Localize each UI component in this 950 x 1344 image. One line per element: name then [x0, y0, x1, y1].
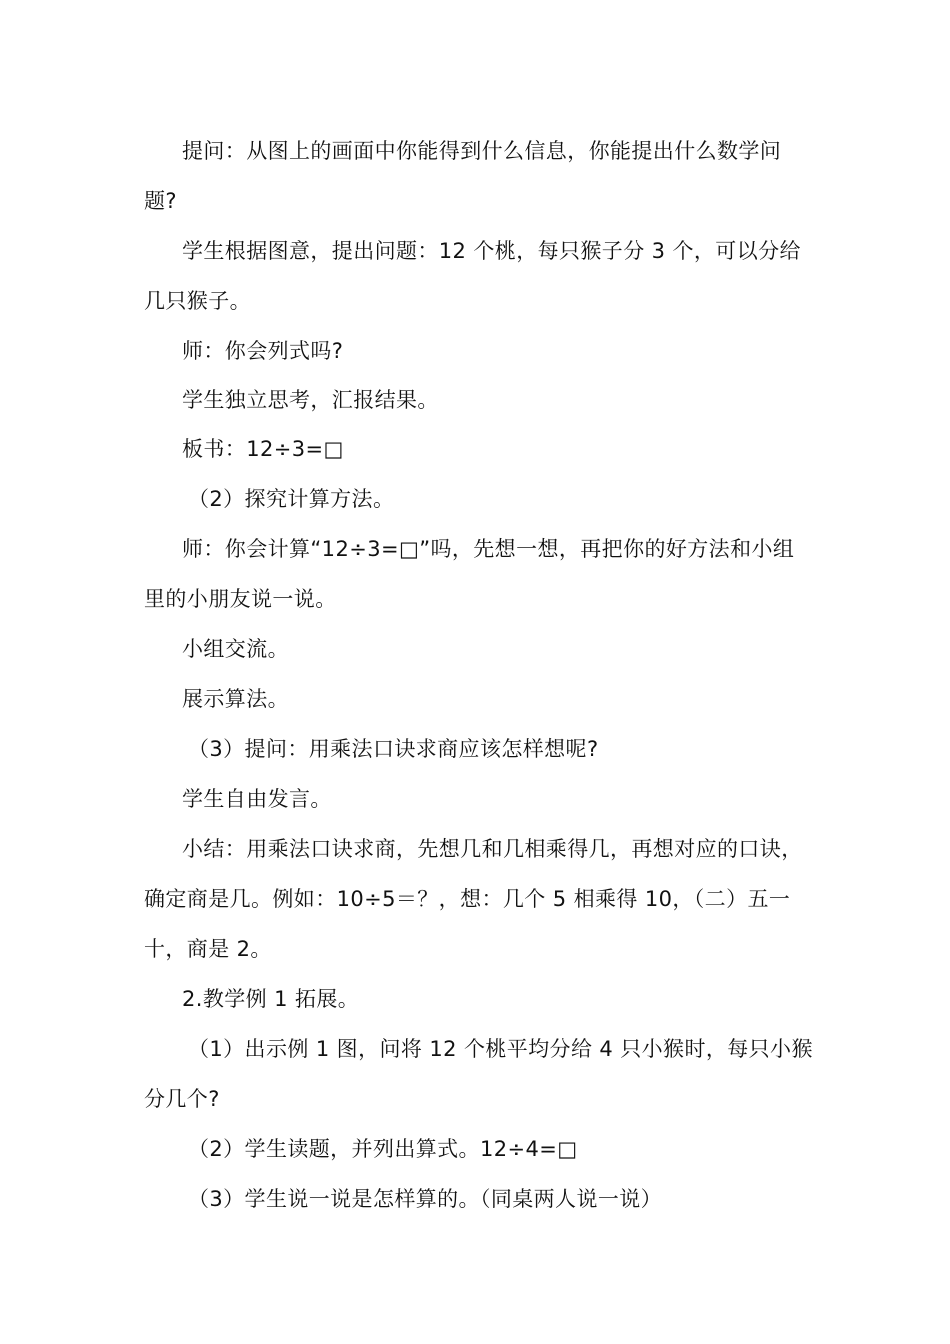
paragraph-question-line-1: 提问：从图上的画面中你能得到什么信息，你能提出什么数学问 [182, 139, 782, 163]
section-heading-explore: （2）探究计算方法。 [188, 487, 395, 511]
paragraph-student-question-line-2: 几只猴子。 [144, 289, 251, 313]
paragraph-question-line-2: 题? [144, 189, 177, 213]
paragraph-student-question-line-1: 学生根据图意，提出问题：12 个桃，每只猴子分 3 个，可以分给 [182, 239, 801, 263]
paragraph-student-explain: （3）学生说一说是怎样算的。（同桌两人说一说） [188, 1187, 663, 1211]
paragraph-example-line-2: 分几个? [144, 1087, 220, 1111]
paragraph-summary-line-2: 确定商是几。例如：10÷5＝？，想：几个 5 相乘得 10，（二）五一 [144, 887, 791, 911]
paragraph-example-line-1: （1）出示例 1 图，问将 12 个桃平均分给 4 只小猴时，每只小猴 [188, 1037, 813, 1061]
paragraph-teacher-compute-line-2: 里的小朋友说一说。 [144, 587, 337, 611]
section-heading-question: （3）提问：用乘法口诀求商应该怎样想呢? [188, 737, 599, 761]
paragraph-show-method: 展示算法。 [182, 687, 289, 711]
paragraph-group-discuss: 小组交流。 [182, 637, 289, 661]
paragraph-board-writing: 板书：12÷3=□ [182, 437, 344, 461]
paragraph-teacher-ask: 师：你会列式吗? [182, 339, 344, 363]
paragraph-summary-line-3: 十，商是 2。 [144, 937, 272, 961]
paragraph-summary-line-1: 小结：用乘法口诀求商，先想几和几相乘得几，再想对应的口诀， [182, 837, 803, 861]
paragraph-student-read: （2）学生读题，并列出算式。12÷4=□ [188, 1137, 578, 1161]
paragraph-student-think: 学生独立思考，汇报结果。 [182, 388, 439, 412]
paragraph-teacher-compute-line-1: 师：你会计算“12÷3=□”吗，先想一想，再把你的好方法和小组 [182, 537, 795, 561]
section-heading-example-extension: 2.教学例 1 拓展。 [182, 987, 360, 1011]
paragraph-student-speak: 学生自由发言。 [182, 787, 332, 811]
